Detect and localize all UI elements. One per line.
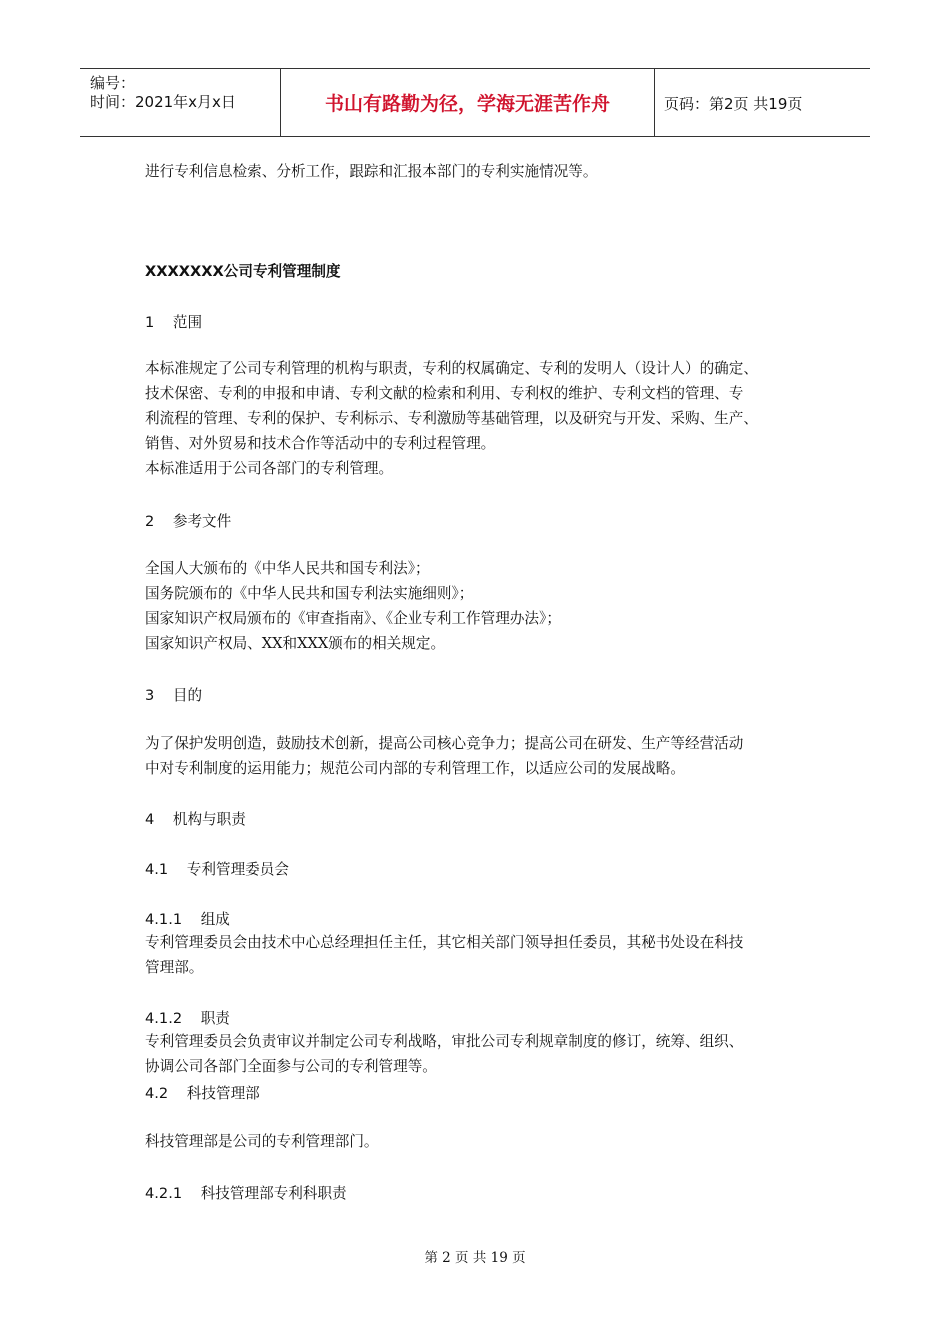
section-number: 4.1.1 (145, 911, 183, 928)
section-title: 机构与职责 (172, 811, 246, 828)
section-number: 1 (145, 314, 155, 331)
header-motto-cell (280, 69, 655, 136)
section-1-heading (145, 311, 202, 332)
section-title: 目的 (172, 687, 203, 704)
section-title: 职责 (200, 1010, 230, 1027)
section-title: 范围 (172, 314, 203, 331)
date-label: 时间：2021年x月x日 (90, 93, 236, 111)
section-1-line-3: 利流程的管理、专利的保护、专利标示、专利激励等基础管理，以及研究与开发、采购、生产、 (145, 410, 758, 427)
section-4-1-1-line-2: 管理部。 (145, 959, 204, 976)
section-2-heading (145, 510, 231, 531)
section-4-1-2-line-2: 协调公司各部门全面参与公司的专利管理等。 (145, 1058, 437, 1075)
section-4-1-1-heading (145, 908, 230, 929)
section-4-2-1-heading (145, 1182, 347, 1203)
section-number: 3 (145, 687, 155, 704)
page-header (80, 68, 870, 137)
section-4-heading (145, 808, 246, 829)
section-1-scope: 本标准适用于公司各部门的专利管理。 (145, 460, 394, 477)
section-number: 4.1 (145, 861, 169, 878)
section-number: 4.1.2 (145, 1010, 183, 1027)
section-1-line-1: 本标准规定了公司专利管理的机构与职责，专利的权属确定、专利的发明人（设计人）的确定、 (145, 360, 758, 377)
intro-paragraph: 进行专利信息检索、分析工作，跟踪和汇报本部门的专利实施情况等。 (145, 163, 598, 180)
reference-item: 国家知识产权局颁布的《审查指南》、《企业专利工作管理办法》； (145, 610, 561, 627)
header-meta-cell (80, 69, 280, 136)
section-title: 科技管理部 (186, 1085, 260, 1102)
section-number: 2 (145, 513, 155, 530)
motto: 书山有路勤为径，学海无涯苦作舟 (324, 93, 610, 115)
section-3-heading (145, 684, 202, 705)
reference-item: 全国人大颁布的《中华人民共和国专利法》； (145, 560, 430, 577)
section-1-line-2: 技术保密、专利的申报和申请、专利文献的检索和利用、专利权的维护、专利文档的管理、专 (145, 385, 744, 402)
section-3-line-1: 为了保护发明创造，鼓励技术创新，提高公司核心竞争力；提高公司在研发、生产等经营活动 (145, 735, 744, 752)
section-title: 科技管理部专利科职责 (200, 1185, 347, 1202)
section-number: 4.2.1 (145, 1185, 183, 1202)
section-4-2-heading (145, 1082, 260, 1103)
section-number: 4.2 (145, 1085, 169, 1102)
section-title: 专利管理委员会 (186, 861, 289, 878)
page-footer: 第 2 页 共 19 页 (424, 1250, 526, 1266)
section-1-line-4: 销售、对外贸易和技术合作等活动中的专利过程管理。 (145, 435, 496, 452)
section-title: 参考文件 (172, 513, 232, 530)
section-3-line-2: 中对专利制度的运用能力；规范公司内部的专利管理工作，以适应公司的发展战略。 (145, 760, 685, 777)
number-label: 编号： (90, 74, 136, 92)
page-code: 页码：第2页 共19页 (664, 95, 803, 113)
section-4-1-2-line-1: 专利管理委员会负责审议并制定公司专利战略，审批公司专利规章制度的修订，统筹、组织、 (145, 1033, 744, 1050)
section-4-1-2-heading (145, 1007, 230, 1028)
document-title: XXXXXXX公司专利管理制度 (145, 263, 341, 280)
section-4-2-paragraph: 科技管理部是公司的专利管理部门。 (145, 1133, 379, 1150)
section-title: 组成 (200, 911, 230, 928)
header-page-cell (654, 69, 870, 136)
section-4-1-1-line-1: 专利管理委员会由技术中心总经理担任主任，其它相关部门领导担任委员，其秘书处设在科技 (145, 934, 744, 951)
reference-item: 国务院颁布的《中华人民共和国专利法实施细则》； (145, 585, 474, 602)
reference-item: 国家知识产权局、XX和XXX颁布的相关规定。 (145, 635, 446, 652)
section-number: 4 (145, 811, 155, 828)
section-4-1-heading (145, 858, 289, 879)
